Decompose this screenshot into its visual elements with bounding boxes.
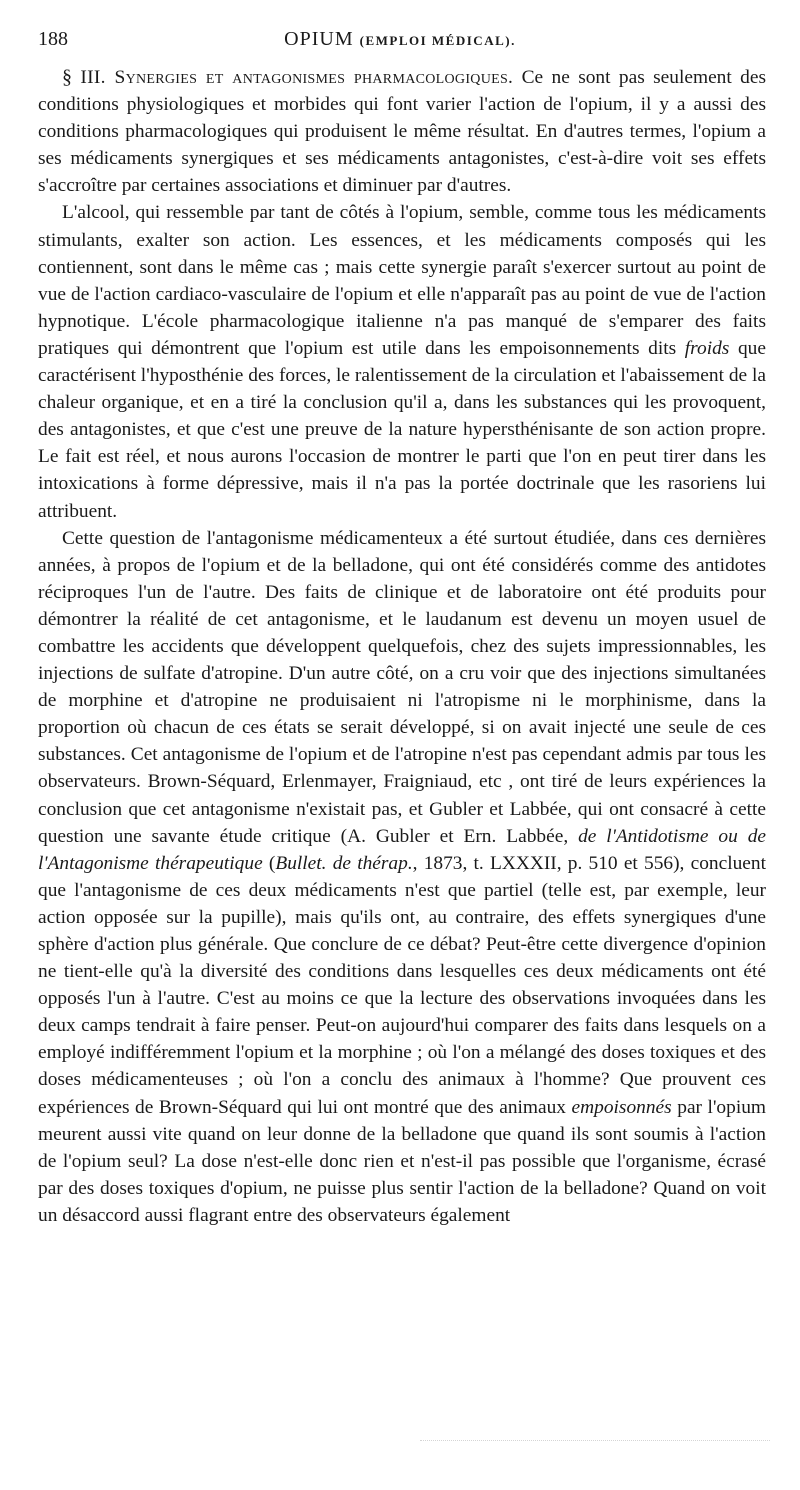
- paragraph-text: (: [262, 852, 276, 874]
- paragraph-text: Cette question de l'antagonisme médicamenteux a été surtout étudiée, dans ces dernières années, à propos de l'opium et de la belladone, qui ont été considérés comme des antidotes réciproques l'un de l'autre. Des faits de clinique et de laboratoire ont été produits pour démontrer la réalité de cet antagonisme, et le laudanum est devenu un moyen usuel de combattre les accidents que développent quelquefois, chez des sujets impressionnables, les injections de sulfate d'atropine. D'un autre côté, on a cru voir que des injections simultanées de morphine et d'atropine ne produisaient ni l'atropisme ni le morphinisme, dans la proportion où chacun de ces états se serait développé, si on avait injecté une seule de ces substances. Cet antagonisme de l'opium et de l'atropine n'est pas cependant admis par tous les observateurs. Brown-Séquard, Erlenmayer, Fraigniaud, etc , ont tiré de leurs expériences la conclusion que cet antagonisme n'existait pas, et Gubler et Labbée, qui ont consacré à cette question une savante étude critique (A. Gubler et Ern. Labbée,: [38, 527, 766, 847]
- footer-scan-marks: [420, 1440, 770, 1441]
- italic-term: empoisonnés: [571, 1096, 672, 1118]
- page-number: 188: [38, 28, 68, 50]
- paragraph-text: L'alcool, qui ressemble par tant de côtés à l'opium, semble, comme tous les médicaments stimulants, exalter son action. Les essences, et les médicaments composés qui les contiennent, sont dans le même cas ; mais cette synergie paraît s'exercer surtout au point de vue de l'action cardiaco-vasculaire de l'opium et elle n'apparaît pas au point de vue de l'action hypnotique. L'école pharmacologique italienne n'a pas manqué de s'emparer des faits pratiques qui démontrent que l'opium est utile dans les empoisonnements dits: [38, 202, 766, 359]
- section-heading: III. Synergies et antagonismes pharmacologiques.: [80, 67, 514, 88]
- page-header: [38, 28, 762, 58]
- italic-term: froids: [684, 337, 730, 359]
- section-mark: §: [62, 66, 72, 88]
- running-title-sub: (EMPLOI MÉDICAL).: [359, 33, 516, 48]
- running-title-main: OPIUM: [284, 28, 354, 50]
- body-text: [38, 64, 766, 1229]
- paragraph-text: par l'opium meurent aussi vite quand on leur donne de la belladone que quand ils sont soumis à l'action de l'opium seul? La dose n'est-elle donc rien et n'est-il pas possible que l'organisme, écrasé par des doses toxiques d'opium, ne puisse plus sentir l'action de la belladone? Quand on voit un désaccord aussi flagrant entre des observateurs également: [38, 1096, 766, 1226]
- paragraph-text: que caractérisent l'hyposthénie des forces, le ralentissement de la circulation et l'abaissement de la chaleur organique, et en a tiré la conclusion qu'il a, dans les substances qui les provoquent, des antagonistes, et que c'est une preuve de la nature hypersthénisante de son action propre. Le fait est réel, et nous aurons l'occasion de montrer le parti que l'on en peut tirer dans les intoxications à forme dépressive, mais il n'a pas la portée doctrinale que les rasoriens lui attribuent.: [38, 337, 766, 522]
- paragraph-alcool: [38, 199, 766, 524]
- italic-title: de l'Antidotisme ou de l'Antagonisme thérapeutique: [38, 825, 766, 874]
- italic-journal: Bullet. de thérap.: [275, 852, 413, 874]
- running-title: [38, 28, 762, 51]
- section-intro-text: Ce ne sont pas seulement des conditions physiologiques et morbides qui font varier l'action de l'opium, il y a aussi des conditions pharmacologiques qui produisent le même résultat. En d'autres termes, l'opium a ses médicaments synergiques et ses médicaments antagonistes, c'est-à-dire voit ses effets s'accroître par certaines associations et diminuer par d'autres.: [38, 67, 766, 197]
- paragraph-text: , 1873, t. LXXXII, p. 510 et 556), concluent que l'antagonisme de ces deux médicaments n'est que partiel (telle est, par exemple, leur action opposée sur la pupille), mais qu'ils ont, au contraire, des effets synergiques d'une sphère d'action plus générale. Que conclure de ce débat? Peut-être cette divergence d'opinion ne tient-elle qu'à la diversité des conditions dans lesquelles ces deux médicaments ont été opposés l'un à l'autre. C'est au moins ce que la lecture des observations invoquées dans les deux camps tendrait à faire penser. Peut-on aujourd'hui comparer des faits dans lesquels on a employé indifféremment l'opium et la morphine ; où l'on a mélangé des doses toxiques et des doses médicamenteuses ; où l'on a conclu des animaux à l'homme? Que prouvent ces expériences de Brown-Séquard qui lui ont montré que des animaux: [38, 852, 766, 1118]
- paragraph-antagonisme: [38, 525, 766, 1229]
- paragraph-section-intro: [38, 64, 766, 199]
